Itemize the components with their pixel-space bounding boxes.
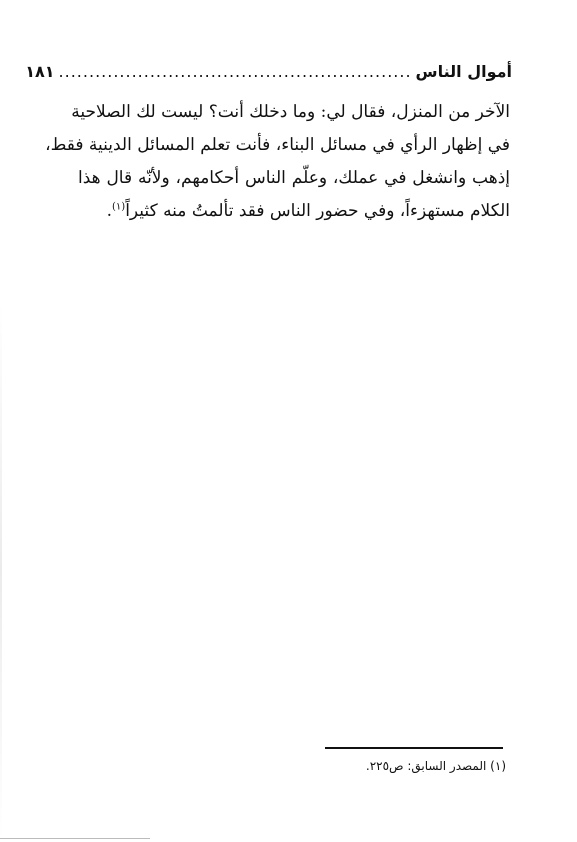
body-paragraph — [45, 96, 510, 228]
footnote — [250, 757, 506, 775]
body-line: إذهب وانشغل في عملك، وعلّم الناس أحكامهم، ولأنّه قال هذا — [78, 168, 510, 188]
footnote-separator — [325, 747, 503, 749]
running-header-title: أموال الناس — [415, 62, 512, 81]
body-line: في إظهار الرأي في مسائل البناء، فأنت تعلم المسائل الدينية فقط، — [45, 135, 510, 155]
page-bottom-edge — [0, 838, 150, 839]
footnote-text: المصدر السابق: ص٢٢٥. — [365, 759, 487, 773]
footnote-reference-marker: (١) — [112, 201, 126, 213]
page-number: ١٨١ — [25, 62, 55, 81]
leader-dots: .......................................................... — [58, 62, 412, 81]
sentence-period: . — [106, 201, 113, 221]
body-line-last — [78, 195, 510, 228]
running-header — [25, 60, 512, 84]
page-scan-shadow — [0, 300, 2, 842]
body-line-text: الكلام مستهزءاً، وفي حضور الناس فقد تألمتُ منه كثيراً — [125, 201, 510, 221]
footnote-marker: (١) — [490, 759, 506, 773]
body-line: الآخر من المنزل، فقال لي: وما دخلك أنت؟ ليست لك الصلاحية — [71, 102, 510, 122]
